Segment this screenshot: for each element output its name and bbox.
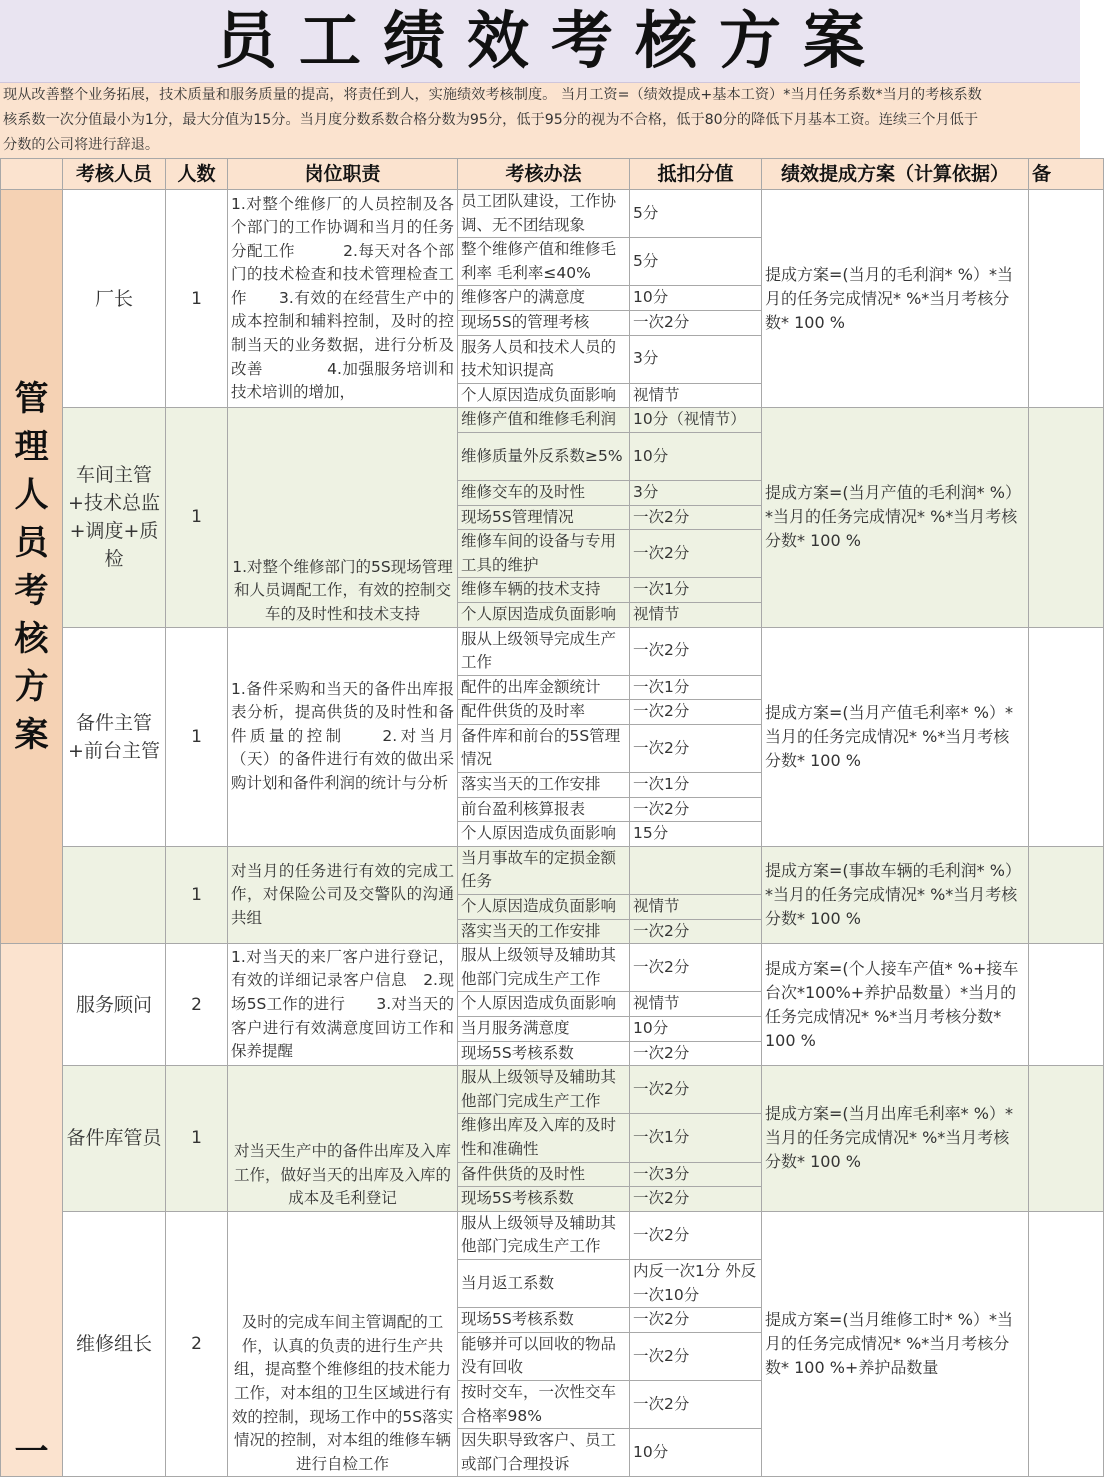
deduction-value-cell: 一次1分 <box>630 578 762 603</box>
method-cell: 服从上级领导及辅助其他部门完成生产工作 <box>458 1211 630 1259</box>
commission-formula-cell: 提成方案=(当月产值的毛利润* %）*当月的任务完成情况* %*当月考核分数* 100 % <box>762 408 1029 627</box>
deduction-value-cell: 一次2分 <box>630 530 762 578</box>
headcount-cell: 2 <box>166 944 228 1066</box>
page-title: 员工绩效考核方案 <box>214 4 887 77</box>
header-cell: 岗位职责 <box>228 159 458 190</box>
method-cell: 整个维修产值和维修毛利率 毛利率≤40% <box>458 238 630 286</box>
method-cell: 现场5S的管理考核 <box>458 310 630 335</box>
header-row <box>1 159 1104 190</box>
deduction-value-cell: 内反一次1分 外反一次10分 <box>630 1259 762 1307</box>
method-cell: 维修客户的满意度 <box>458 286 630 311</box>
intro-line: 核系数一次分值最小为1分，最大分值为15分。当月度分数系数合格分数为95分，低于95分的视为不合格，低于80分的降低下月基本工资。连续三个月低于 <box>3 112 979 128</box>
table-row <box>1 190 1104 238</box>
deduction-value-cell: 3分 <box>630 480 762 505</box>
duty-cell: 及时的完成车间主管调配的工作，认真的负责的进行生产共组，提高整个维修组的技术能力工作，对本组的卫生区域进行有效的控制，现场工作中的5S落实情况的控制，对本组的维修车辆进行自检工作 <box>228 1211 458 1477</box>
method-cell: 当月返工系数 <box>458 1259 630 1307</box>
assessment-table-wrapper <box>0 158 1080 1473</box>
header-cell: 考核办法 <box>458 159 630 190</box>
deduction-value-cell: 10分 <box>630 432 762 480</box>
method-cell: 因失职导致客户、员工或部门合理投诉 <box>458 1429 630 1477</box>
deduction-value-cell: 一次2分 <box>630 1066 762 1114</box>
headcount-cell: 1 <box>166 846 228 943</box>
header-cell: 抵扣分值 <box>630 159 762 190</box>
method-cell: 个人原因造成负面影响 <box>458 822 630 847</box>
remark-cell <box>1029 627 1104 846</box>
deduction-value-cell: 15分 <box>630 822 762 847</box>
table-row <box>1 627 1104 675</box>
deduction-value-cell: 一次2分 <box>630 1187 762 1212</box>
commission-formula-cell: 提成方案=(事故车辆的毛利润* %）*当月的任务完成情况* %*当月考核分数* 100 % <box>762 846 1029 943</box>
deduction-value-cell: 10分 <box>630 1429 762 1477</box>
method-cell: 维修出库及入库的及时性和准确性 <box>458 1114 630 1162</box>
remark-cell <box>1029 190 1104 408</box>
deduction-value-cell: 一次1分 <box>630 1114 762 1162</box>
deduction-value-cell: 一次2分 <box>630 1380 762 1428</box>
method-cell: 现场5S管理情况 <box>458 505 630 530</box>
method-cell: 现场5S考核系数 <box>458 1041 630 1066</box>
deduction-value-cell <box>630 846 762 894</box>
remark-cell <box>1029 408 1104 627</box>
deduction-value-cell: 一次2分 <box>630 627 762 675</box>
deduction-value-cell: 3分 <box>630 335 762 383</box>
deduction-value-cell: 一次2分 <box>630 944 762 992</box>
deduction-value-cell: 10分（视情节） <box>630 408 762 433</box>
method-cell: 备件供货的及时性 <box>458 1162 630 1187</box>
deduction-value-cell: 一次2分 <box>630 1308 762 1333</box>
headcount-cell: 1 <box>166 627 228 846</box>
headcount-cell: 1 <box>166 190 228 408</box>
method-cell: 服从上级领导完成生产工作 <box>458 627 630 675</box>
role-cell: 备件主管+前台主管 <box>63 627 166 846</box>
header-cell: 绩效提成方案（计算依据） <box>762 159 1029 190</box>
deduction-value-cell: 5分 <box>630 190 762 238</box>
deduction-value-cell: 一次2分 <box>630 505 762 530</box>
method-cell: 维修车辆的技术支持 <box>458 578 630 603</box>
method-cell: 配件的出库金额统计 <box>458 675 630 700</box>
method-cell: 维修交车的及时性 <box>458 480 630 505</box>
role-cell: 备件库管员 <box>63 1066 166 1212</box>
remark-cell <box>1029 1211 1104 1477</box>
deduction-value-cell: 视情节 <box>630 602 762 627</box>
method-cell: 个人原因造成负面影响 <box>458 602 630 627</box>
header-cell: 人数 <box>166 159 228 190</box>
deduction-value-cell: 一次2分 <box>630 310 762 335</box>
role-cell: 厂长 <box>63 190 166 408</box>
deduction-value-cell: 一次1分 <box>630 773 762 798</box>
intro-line: 分数的公司将进行辞退。 <box>3 137 160 153</box>
section-side-label <box>1 944 63 1477</box>
method-cell: 服从上级领导及辅助其他部门完成生产工作 <box>458 944 630 992</box>
method-cell: 前台盈利核算报表 <box>458 797 630 822</box>
role-cell <box>63 846 166 943</box>
headcount-cell: 2 <box>166 1211 228 1477</box>
deduction-value-cell: 一次2分 <box>630 1041 762 1066</box>
remark-cell <box>1029 944 1104 1066</box>
deduction-value-cell: 一次2分 <box>630 700 762 725</box>
method-cell: 现场5S考核系数 <box>458 1308 630 1333</box>
remark-cell <box>1029 1066 1104 1212</box>
duty-cell: 1.对整个维修厂的人员控制及各个部门的工作协调和当月的任务分配工作 2.每天对各个部门的技术检查和技术管理检查工作 3.有效的在经营生产中的成本控制和辅料控制，及时的控制当天的业务数据，进行分析及改善 4.加强服务培训和技术培训的增加， <box>228 190 458 408</box>
deduction-value-cell: 一次2分 <box>630 919 762 944</box>
header-corner <box>1 159 63 190</box>
method-cell: 落实当天的工作安排 <box>458 773 630 798</box>
intro-line: 现从改善整个业务拓展，技术质量和服务质量的提高，将责任到人，实施绩效考核制度。 当月工资=（绩效提成+基本工资）*当月任务系数*当月的考核系数 <box>3 87 982 103</box>
deduction-value-cell: 视情节 <box>630 383 762 408</box>
remark-cell <box>1029 846 1104 943</box>
commission-formula-cell: 提成方案=(当月的毛利润* %）*当月的任务完成情况* %*当月考核分数* 100 % <box>762 190 1029 408</box>
method-cell: 能够并可以回收的物品没有回收 <box>458 1332 630 1380</box>
deduction-value-cell: 10分 <box>630 286 762 311</box>
table-row <box>1 944 1104 992</box>
method-cell: 当月服务满意度 <box>458 1017 630 1042</box>
deduction-value-cell: 视情节 <box>630 992 762 1017</box>
deduction-value-cell: 一次2分 <box>630 1332 762 1380</box>
section-side-label <box>1 190 63 944</box>
deduction-value-cell: 5分 <box>630 238 762 286</box>
table-row <box>1 1066 1104 1114</box>
method-cell: 个人原因造成负面影响 <box>458 992 630 1017</box>
assessment-table <box>0 158 1104 1477</box>
duty-cell: 对当天生产中的备件出库及入库工作，做好当天的出库及入库的成本及毛利登记 <box>228 1066 458 1212</box>
commission-formula-cell: 提成方案=(当月出库毛利率* %）*当月的任务完成情况* %*当月考核分数* 100 % <box>762 1066 1029 1212</box>
method-cell: 维修产值和维修毛利润 <box>458 408 630 433</box>
role-cell: 车间主管+技术总监+调度+质检 <box>63 408 166 627</box>
method-cell: 当月事故车的定损金额任务 <box>458 846 630 894</box>
duty-cell: 对当月的任务进行有效的完成工作，对保险公司及交警队的沟通共组 <box>228 846 458 943</box>
deduction-value-cell: 一次2分 <box>630 797 762 822</box>
method-cell: 个人原因造成负面影响 <box>458 383 630 408</box>
commission-formula-cell: 提成方案=(个人接车产值* %+接车台次*100%+养护品数量）*当月的任务完成情况* %*当月考核分数* 100 % <box>762 944 1029 1066</box>
method-cell: 落实当天的工作安排 <box>458 919 630 944</box>
method-cell: 员工团队建设，工作协调、无不团结现象 <box>458 190 630 238</box>
method-cell: 备件库和前台的5S管理情况 <box>458 724 630 772</box>
role-cell: 维修组长 <box>63 1211 166 1477</box>
headcount-cell: 1 <box>166 408 228 627</box>
method-cell: 维修车间的设备与专用工具的维护 <box>458 530 630 578</box>
title-banner <box>0 0 1080 83</box>
duty-cell: 1.备件采购和当天的备件出库报表分析，提高供货的及时性和备件质量的控制 2.对当月（天）的备件进行有效的做出采购计划和备件利润的统计与分析 <box>228 627 458 846</box>
method-cell: 维修质量外反系数≥5% <box>458 432 630 480</box>
table-row <box>1 1211 1104 1259</box>
headcount-cell: 1 <box>166 1066 228 1212</box>
deduction-value-cell: 一次1分 <box>630 675 762 700</box>
method-cell: 现场5S考核系数 <box>458 1187 630 1212</box>
deduction-value-cell: 一次2分 <box>630 724 762 772</box>
header-cell: 备 <box>1029 159 1104 190</box>
table-row <box>1 846 1104 894</box>
intro-text <box>0 83 1080 159</box>
commission-formula-cell: 提成方案=(当月维修工时* %）*当月的任务完成情况* %*当月考核分数* 100 %+养护品数量 <box>762 1211 1029 1477</box>
commission-formula-cell: 提成方案=(当月产值毛利率* %）*当月的任务完成情况* %*当月考核分数* 100 % <box>762 627 1029 846</box>
table-body <box>1 190 1104 1477</box>
deduction-value-cell: 视情节 <box>630 895 762 920</box>
method-cell: 服务人员和技术人员的技术知识提高 <box>458 335 630 383</box>
duty-cell: 1.对当天的来厂客户进行登记，有效的详细记录客户信息 2.现场5S工作的进行 3.对当天的客户进行有效满意度回访工作和保养提醒 <box>228 944 458 1066</box>
table-row <box>1 408 1104 433</box>
deduction-value-cell: 一次3分 <box>630 1162 762 1187</box>
method-cell: 按时交车，一次性交车合格率98% <box>458 1380 630 1428</box>
deduction-value-cell: 10分 <box>630 1017 762 1042</box>
section-side-text: 管理人员考核方案 <box>14 378 49 755</box>
duty-cell: 1.对整个维修部门的5S现场管理和人员调配工作，有效的控制交车的及时性和技术支持 <box>228 408 458 627</box>
method-cell: 服从上级领导及辅助其他部门完成生产工作 <box>458 1066 630 1114</box>
role-cell: 服务顾问 <box>63 944 166 1066</box>
header-cell: 考核人员 <box>63 159 166 190</box>
deduction-value-cell: 一次2分 <box>630 1211 762 1259</box>
section-side-text: 一 <box>14 1432 49 1473</box>
method-cell: 个人原因造成负面影响 <box>458 895 630 920</box>
method-cell: 配件供货的及时率 <box>458 700 630 725</box>
